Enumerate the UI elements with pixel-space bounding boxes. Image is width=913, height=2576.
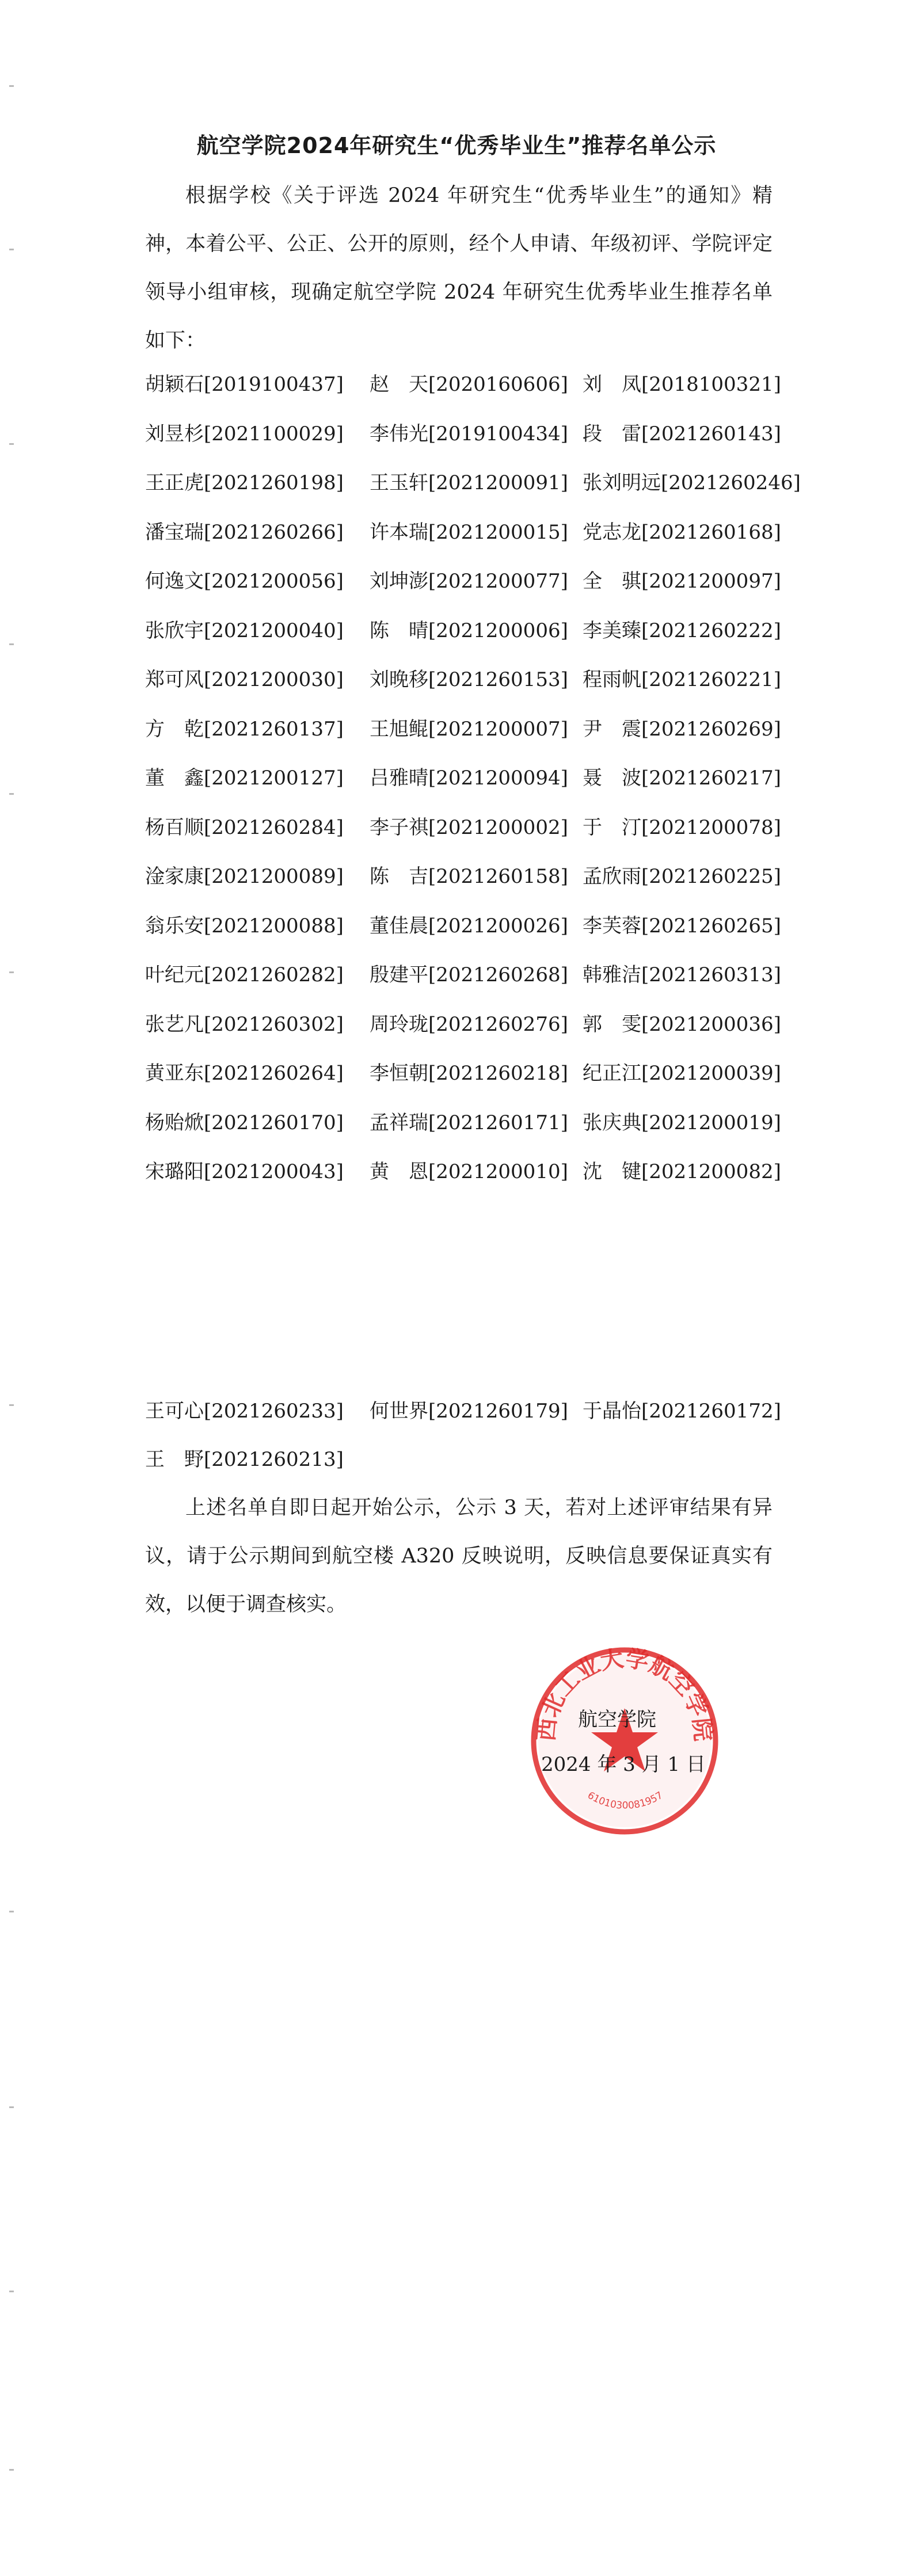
nominee-entry: 宋璐阳[2021200043] xyxy=(145,1160,344,1183)
nominee-entry: 董佳晨[2021200026] xyxy=(370,914,568,938)
nominee-entry: 全 骐[2021200097] xyxy=(583,570,781,593)
nominee-entry: 陈 晴[2021200006] xyxy=(370,619,568,642)
nominee-entry: 刘 凤[2018100321] xyxy=(583,373,781,396)
nominee-entry: 李子祺[2021200002] xyxy=(370,816,568,839)
scan-margin-mark xyxy=(9,2291,14,2292)
nominee-entry: 李恒朝[2021260218] xyxy=(370,1062,568,1085)
nominee-list-continued xyxy=(145,1395,784,1492)
nominee-row xyxy=(145,1057,784,1107)
signature-date: 2024 年 3 月 1 日 xyxy=(541,1753,706,1776)
nominee-entry: 刘坤澎[2021200077] xyxy=(370,570,568,593)
nominee-entry: 张庆典[2021200019] xyxy=(583,1111,781,1134)
nominee-entry: 张刘明远[2021260246] xyxy=(583,471,801,494)
nominee-entry: 程雨帆[2021260221] xyxy=(583,668,781,691)
nominee-entry: 韩雅洁[2021260313] xyxy=(583,963,781,986)
nominee-row xyxy=(145,713,784,763)
seal-text: 西北工业大学航空学院 xyxy=(532,1645,717,1743)
scan-margin-mark xyxy=(9,971,14,973)
nominee-entry: 陈 吉[2021260158] xyxy=(370,865,568,888)
nominee-entry: 尹 震[2021260269] xyxy=(583,717,781,741)
nominee-entry: 殷建平[2021260268] xyxy=(370,963,568,986)
scan-margin-mark xyxy=(9,2469,14,2471)
nominee-row xyxy=(145,910,784,959)
nominee-row xyxy=(145,368,784,418)
scan-margin-mark xyxy=(9,1911,14,1912)
nominee-entry: 吕雅晴[2021200094] xyxy=(370,767,568,790)
nominee-row xyxy=(145,959,784,1008)
scan-margin-mark xyxy=(9,1404,14,1406)
nominee-row xyxy=(145,1395,784,1443)
nominee-row xyxy=(145,860,784,910)
nominee-entry: 沈 键[2021200082] xyxy=(583,1160,781,1183)
seal-number: 6101030081957 xyxy=(585,1789,665,1812)
scan-margin-mark xyxy=(9,643,14,645)
nominee-entry: 何逸文[2021200056] xyxy=(145,570,344,593)
scan-margin-mark xyxy=(9,249,14,250)
closing-paragraph: 上述名单自即日起开始公示，公示 3 天，若对上述评审结果有异议，请于公示期间到航空楼 A320 反映说明，反映信息要保证真实有效，以便于调查核实。 xyxy=(145,1496,773,1616)
nominee-entry: 黄亚东[2021260264] xyxy=(145,1062,344,1085)
nominee-row xyxy=(145,1008,784,1058)
nominee-row xyxy=(145,664,784,713)
nominee-entry: 郑可风[2021200030] xyxy=(145,668,344,691)
nominee-entry: 党志龙[2021260168] xyxy=(583,520,781,544)
nominee-entry: 王 野[2021260213] xyxy=(145,1448,344,1471)
nominee-entry: 聂 波[2021260217] xyxy=(583,767,781,790)
nominee-entry: 孟欣雨[2021260225] xyxy=(583,865,781,888)
nominee-entry: 张欣宇[2021200040] xyxy=(145,619,344,642)
nominee-entry: 孟祥瑞[2021260171] xyxy=(370,1111,568,1134)
nominee-entry: 杨百顺[2021260284] xyxy=(145,816,344,839)
nominee-entry: 李伟光[2019100434] xyxy=(370,422,568,445)
nominee-entry: 段 雷[2021260143] xyxy=(583,422,781,445)
nominee-entry: 于 汀[2021200078] xyxy=(583,816,781,839)
signature-department: 航空学院 xyxy=(578,1708,656,1731)
nominee-entry: 许本瑞[2021200015] xyxy=(370,520,568,544)
nominee-entry: 刘晚移[2021260153] xyxy=(370,668,568,691)
nominee-entry: 董 鑫[2021200127] xyxy=(145,767,344,790)
nominee-row xyxy=(145,762,784,811)
nominee-row xyxy=(145,811,784,861)
nominee-entry: 胡颖石[2019100437] xyxy=(145,373,344,396)
nominee-entry: 翁乐安[2021200088] xyxy=(145,914,344,938)
nominee-row xyxy=(145,1156,784,1205)
nominee-entry: 方 乾[2021260137] xyxy=(145,717,344,741)
nominee-row xyxy=(145,516,784,566)
nominee-entry: 杨贻焮[2021260170] xyxy=(145,1111,344,1134)
nominee-row xyxy=(145,615,784,664)
nominee-entry: 刘昱杉[2021100029] xyxy=(145,422,344,445)
nominee-entry: 赵 天[2020160606] xyxy=(370,373,568,396)
nominee-list xyxy=(145,368,801,1205)
nominee-row xyxy=(145,418,784,467)
nominee-entry: 王玉轩[2021200091] xyxy=(370,471,568,494)
nominee-entry: 李美臻[2021260222] xyxy=(583,619,781,642)
nominee-entry: 王旭鲲[2021200007] xyxy=(370,717,568,741)
nominee-entry: 于晶怡[2021260172] xyxy=(583,1400,781,1423)
nominee-entry: 王可心[2021260233] xyxy=(145,1400,344,1423)
nominee-entry: 纪正江[2021200039] xyxy=(583,1062,781,1085)
official-seal xyxy=(524,1640,725,1842)
scan-margin-mark xyxy=(9,443,14,445)
nominee-entry: 李芙蓉[2021260265] xyxy=(583,914,781,938)
nominee-entry: 潘宝瑞[2021260266] xyxy=(145,520,344,544)
nominee-entry: 淦家康[2021200089] xyxy=(145,865,344,888)
nominee-row xyxy=(145,1107,784,1156)
scan-margin-mark xyxy=(9,2106,14,2108)
nominee-entry: 叶纪元[2021260282] xyxy=(145,963,344,986)
nominee-entry: 王正虎[2021260198] xyxy=(145,471,344,494)
nominee-entry: 郭 雯[2021200036] xyxy=(583,1012,781,1036)
nominee-entry: 周玲珑[2021260276] xyxy=(370,1012,568,1036)
scan-margin-mark xyxy=(9,793,14,795)
nominee-entry: 黄 恩[2021200010] xyxy=(370,1160,568,1183)
scan-margin-mark xyxy=(9,85,14,87)
nominee-row xyxy=(145,565,784,615)
intro-paragraph: 根据学校《关于评选 2024 年研究生“优秀毕业生”的通知》精神，本着公平、公正、公开的原则，经个人申请、年级初评、学院评定领导小组审核，现确定航空学院 2024 年研究生优秀毕业生推荐名单如下： xyxy=(145,184,773,352)
nominee-row xyxy=(145,467,801,516)
notice-title: 航空学院2024年研究生“优秀毕业生”推荐名单公示 xyxy=(196,133,717,158)
nominee-entry: 何世界[2021260179] xyxy=(370,1400,568,1423)
nominee-entry: 张艺凡[2021260302] xyxy=(145,1012,344,1036)
